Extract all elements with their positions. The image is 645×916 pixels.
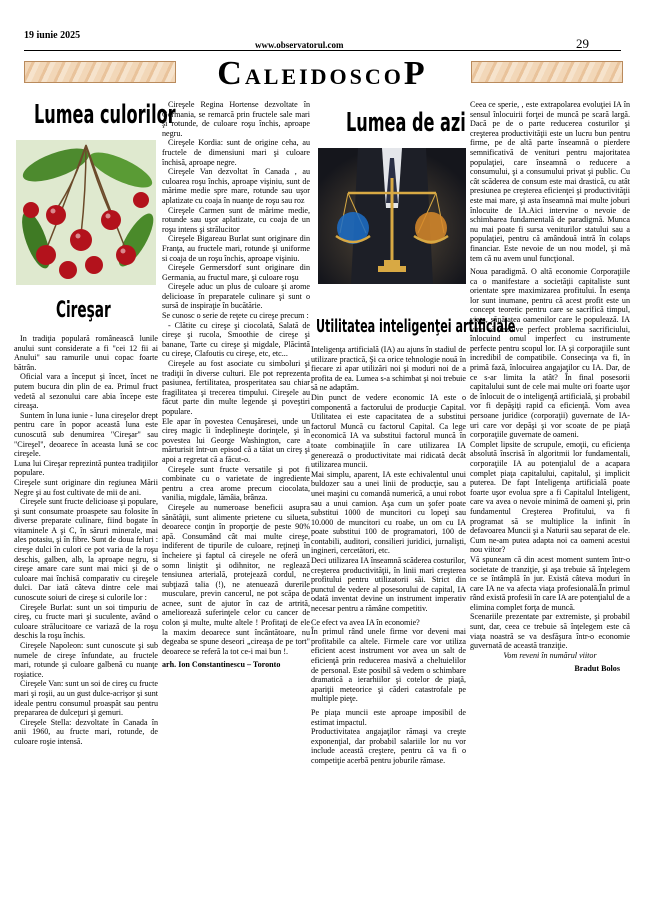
paragraph: Productivitatea angajaţilor rămaşi va creşte exponenţial, dar probabil salariile lor nu vor include această creştere, pentru că va fi o competiţie acerbă pentru joburile rămase. <box>311 727 466 765</box>
cherries-icon <box>16 140 156 285</box>
ai-scale-icon <box>318 148 466 284</box>
paragraph: Cireşele Stella: dezvoltate în Canada în anii 1960, au fructe mari, rotunde, de culoare roşie intensă. <box>14 717 158 746</box>
article-subtitle-ai: Utilitatea inteligenţei artificiale <box>316 316 516 337</box>
paragraph: Cireşele Bigareau Burlat sunt originare din Franţa, au fructele mari, rotunde şi uniforme si coaja de un roşu închis, aproape vişiniu. <box>162 234 310 263</box>
marble-ornament-right <box>471 61 623 83</box>
paragraph: In tradiţia populară româneascǎ lunile anului sunt considerate a fi "cei 12 fii ai Anului" sau ramurile unui copac foarte bătrân. <box>14 334 158 372</box>
paragraph: Cireşele sunt fructe versatile şi pot fi combinate cu o varietate de ingrediente pentru a crea arome precum ciocolata, vanilia, migdale, lămâia, brânza. <box>162 464 310 503</box>
section-title: CALEIDOSCOP <box>217 55 428 92</box>
paragraph: Cireşele Kordia: sunt de origine ceha, au fructele de dimensiuni mari şi culoare închisă, aproape negre. <box>162 138 310 167</box>
paragraph: Cireşele Regina Hortense dezvoltate în Germania, se remarcă prin fructele sale mari şi rotunde, de culoare roşu închis, aproape negru. <box>162 100 310 138</box>
paragraph: - Clătite cu cireşe şi ciocolată, Salată de cireşe şi rucola, Smoothie de cireşe şi banane, Tarte cu cireşe şi migdale, Plăcintă cu cireşe, Clafoutis cu cireşe, etc, etc... <box>162 320 310 359</box>
article-col-2 <box>162 100 310 670</box>
paragraph: Cireşele au fost asociate cu simboluri şi tradiţii în diverse culturi. Ele pot reprezenta pasiunea, fertilitatea, prosperitatea sau chiar fragilitatea şi trecerea timpului. Cireşele au făcut parte din multe legende şi poveştiri populare. <box>162 359 310 416</box>
paragraph: Cireşele Van: sunt un soi de cireş cu fructe mari şi roşii, au un gust dulce-acrişor şi sunt ideale pentru consumul proaspăt sau pentru prepararea de dulceţuri şi gemuri. <box>14 679 158 718</box>
paragraph: Luna lui Cireşar reprezintă puntea tradiţiilor populare. <box>14 458 158 478</box>
paragraph: Cireşele aduc un plus de culoare şi arome delicioase în preparatele culinare şi sunt o sursă de inspiraţie în bucătărie. <box>162 282 310 311</box>
paragraph: Cireşele Germersdorf sunt originare din Germania, au fructul mare, şi culoare roşu <box>162 263 310 282</box>
paragraph: Suntem în luna iunie - luna cireşelor drept pentru care în popor această luna este cunoscută sub denumirea "Cireşar" sau "Cireşel", deoarece în aceasta lună se coc cireşele. <box>14 410 158 459</box>
paragraph: Mai simplu, aparent, IA este echivalentul unui buldozer sau a unei linii de producţie, sau a unei maşini cu comandă numerică, a unui robot sau a unui camion. Aşa cum un şofer poate substitui 1000 de muncitori cu lopeţi sau 10.000 de muncitori cu roabe, un om cu IA poate substitui 100 de programatori, 100 de contabili, auditori, consilieri juridici, jurnalişti, ingineri, cercetători, etc. <box>311 469 466 556</box>
paragraph: Inteligenţa artificială (IA) au ajuns în stadiul de utilizare practică, Şi ca orice tehnologie nouă în fiecare zi apar utilizări noi şi moduri noi de a profita de ea. Lumea s-a schimbat şi noi trebuie să ne adaptăm. <box>311 345 466 393</box>
author-signature: arh. Ion Constantinescu – Toronto <box>162 660 281 670</box>
author-signature: Bradut Bolos <box>574 664 620 674</box>
paragraph: În primul rând unele firme vor deveni mai profitabile ca altele. Firmele care vor utiliza eficient acest instrument vor avea un salt de eficienţă prin reducerea masivă a cheltuielilor de personal. Este posibil să vedem o schimbare dramatică a ierarhiilor şi cotelor de piaţă, apariţii meteorice şi căderi catastrofale pe multiple pieţe. <box>311 627 466 704</box>
article-col-3 <box>311 345 466 766</box>
article-title-culori: Lumea culorilor <box>34 100 176 130</box>
paragraph: Ce efect va avea IA în economie? <box>311 617 420 627</box>
marble-ornament-left <box>24 61 176 83</box>
cherries-photo <box>16 140 156 285</box>
website-url[interactable]: www.observatorul.com <box>255 40 344 50</box>
article-col-4 <box>470 100 630 674</box>
continuation-note: Vom reveni în numărul viitor <box>503 650 597 660</box>
paragraph: Noua paradigmă. O altă economie Corporaţiile ca o manifestare a societăţii capitaliste sunt orientate spre maximizarea profitului. În esenţa lor sunt inumane, pentru că acest profit este un concept teoretic pentru care se sacrifică timpul, viaţa, sănătatea oamenilor care le populează. IA vine să rezolve perfect problema sacrificiului, înlocuind omul imperfect cu instrumente perfecte pentru scopul lor. IA şi corporaţiile sunt incredibil de compatibile. Consecinţa va fi, în primă fază, înlocuirea angajaţilor cu IA. Dar, de ce s-ar limita la atât? În final posesorii capitalului sunt de cele mai multe ori foarte uşor de înlocuit de o inteligenţă artificială, şi probabil vor fi depăşiţi rapid ca eficienţă. Vom avea persoane juridice (corporaţii) guvernate de IA-uri care vor depăşi şi vor scoate de pe piaţă corporaţiile guvernate de oameni. <box>470 267 630 440</box>
article-subtitle-ciresar: Cireşar <box>56 298 111 323</box>
article-col-1 <box>14 334 158 747</box>
section-banner <box>24 55 621 92</box>
page-number: 29 <box>576 36 589 51</box>
paragraph: Cireşele Carmen sunt de mărime medie, rotunde sau uşor aplatizate, cu coaja de un roşu intens şi strălucitor <box>162 205 310 234</box>
article-title-azi: Lumea de azi <box>346 108 466 138</box>
paragraph: Oficial vara a început şi încet, încet ne putem bucura din plin de ea. Primul fruct vedetă al sezonului care abia începe este cireaşa. <box>14 372 158 411</box>
paragraph: Vă spuneam că din acest moment suntem într-o societate de tranziţie, şi aşa trebuie să înţelegem ce se întâmplă în jur. Există câteva moduri în care IA ne va afecta viaţa profesională.În primul rând există profesii în care IA are potenţialul de a elimina complet forţa de muncă. <box>470 554 630 612</box>
paragraph: Se cunosc o serie de reţete cu cireşe precum : <box>162 311 309 321</box>
paragraph: Cireşele sunt fructe delicioase şi populare, şi sunt consumate proaspete sau folosite în diverse preparate culinare, fiind bogate în vitaminele A şi C, în săruri minerale, mai ales potasiu, şi în fibre. Sunt de doua feluri : cireşe dulci în culori ce pot varia de la roşu deschis, galben, alb, la aproape negru, si cireşe amare care sunt mai mici şi de o culoare mai închisă comparativ cu cireşele dulci. Dar iată câteva dintre cele mai cunoscute soiuri de cireşe si culorile lor : <box>14 497 158 603</box>
paragraph: Din punct de vedere economic IA este o componentă a factorului de producţie Capital. Utilitatea ei este capacitatea de a substitui factorul Muncă cu factorul Capital. Ca lege economică IA va substitui factorul muncă în toate combinaţiile în care utilizarea IA generează o productivitate mai ridicată decât utilizarea muncii. <box>311 392 466 470</box>
paragraph: Scenariile prezentate par extremiste, şi probabil sunt, dar, ceea ce trebuie să înţelegem este că viaţa noastră se va desfăşura într-o economie guvernată de această tranziţie. <box>470 612 630 651</box>
paragraph: Pe piaţa muncii este aproape imposibil de estimat impactul. <box>311 707 466 727</box>
paragraph: Cireşele Van dezvoltat în Canada , au culoarea roşu închis, aproape vişiniu, sunt de mărime medie spre mare, rotunde sau uşor aplatizate cu coaja în nuanţe de roşu sau roz <box>162 167 310 205</box>
paragraph: Deci utilizarea IA înseamnă scăderea costurilor, creşterea productivităţii, în linii mari creşterea profitului pentru utilizatorii săi. Strict din punctul de vedere al posesorului de capital, IA odată inventat devine un instrument imperativ necesar pentru a rămâne competitiv. <box>311 556 466 614</box>
issue-date: 19 iunie 2025 <box>24 30 81 41</box>
ai-justice-scale-photo <box>318 148 466 284</box>
paragraph: Cireşele Napoleon: sunt cunoscute şi sub numele de cireşe înfundate, au fructele mari, rotunde şi culoare galbenă cu nuanţe roşiatice. <box>14 641 158 679</box>
paragraph: Cireşele sunt originare din regiunea Mării Negre şi au fost cultivate de mii de ani. <box>14 477 158 497</box>
paragraph: Ceea ce sperie, , este extrapolarea evoluţiei IA în sensul înlocuirii forţei de muncă pe scară largă. Dacă pe de o parte reducerea costurilor şi creşterea productivităţii este un lucru bun pentru firme, pe de altă parte înseamnă o pierdere semnificativă de venituri pentru majoritatea populaţiei, care înseamnă o reducere a consumului, şi a consumului privat şi public. Cu cât scăderea de consum este mai drastică, cu atât presiunea pe creşterea eficienţei şi productivităţii este mai mare, şi asta înseamnă mai multe joburi înlocuite de IA.Aici intervine o nevoie de schimbarea fundamentală de paradigmă. Munca nu mai poate fi sursa veniturilor statului sau a populaţiei, pentru că amândouă intră în colaps financiar. Este nevoie de un nou model, şi mă tem că nu avem unul funcţional. <box>470 100 630 263</box>
paragraph: Complet lipsite de scrupule, emoţii, cu eficienţa absolută înscrisă în algoritmii lor fundamentali, corporaţiile IA au potenţialul de a acapara complet piaţa capitalului, capitalul, şi implicit puterea. De fapt Inteligenţa artificială poate foarte uşor evolua spre a fi Capitalul Inteligent, care va avea o nevoie minimă de oameni şi, prin fundamentul Creşterea Profitului, va fi programat să se multiplice la infinit în defavoarea Muncii şi a Naturii sau separat de ele. Cum ne-am putea adapta noi ca oameni acestui nou viitor? <box>470 439 630 555</box>
paragraph: Cireşele au numeroase beneficii asupra sănătăţii, sunt alimente prietene cu silueta, deoarece conţin în proporţie de peste 90% apă. Consumând cât mai multe cireşe, indiferent de tipurile de culoare, reţineţi în încheiere şi faptul că cireşele ne oferă un somn liniştit şi odihnitor, ne reglează tensiunea arterială, protejează cordul, ne subţiază talia (!), ne atenuează durerile musculare, previn cancerul, ne pot scăpa de acnee, sunt de ajutor în caz de artrită, ameliorează suferinţele celor cu cancer de colon şi multe, multe altele ! Profitaţi de ele la maxim deoarece sunt încântătoare, nu degeaba se spune deseori „cireaşa de pe tort" deoarece se referă la tot ce-i mai bun !. <box>162 502 310 656</box>
paragraph: Ele apar în povestea Cenuşăresei, unde un cireş magic îi îndeplineşte dorinţele, şi în povestea lui George Washington, care a mărturisit într-un episod că a tăiat un cireş şi apoi a regretat că a făcut-o. <box>162 416 310 464</box>
paragraph: Cireşele Burlat: sunt un soi timpuriu de cireş, cu fructe mari şi suculente, având o culoare strălucitoare ce variază de la roşu deschis la roşu închis. <box>14 602 158 641</box>
